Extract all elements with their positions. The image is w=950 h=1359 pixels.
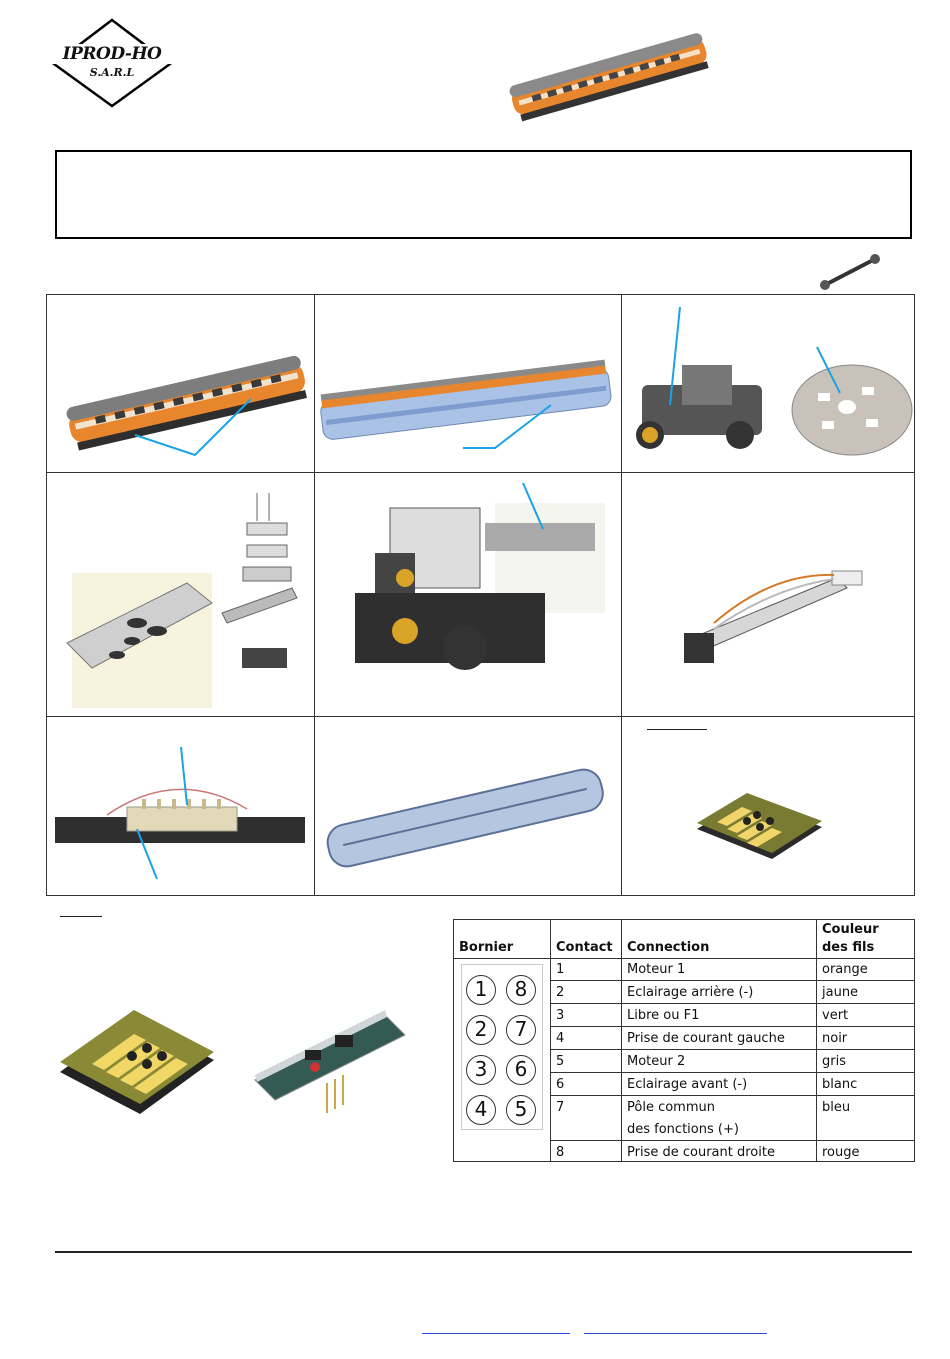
row-wire-color: rouge bbox=[822, 1145, 860, 1160]
pin-label: 5 bbox=[506, 1095, 536, 1125]
terminal-block-diagram bbox=[461, 964, 543, 1130]
pin-label: 7 bbox=[506, 1015, 536, 1045]
row-contact: 5 bbox=[556, 1054, 565, 1069]
transparent-body-photo bbox=[315, 295, 621, 472]
title-box bbox=[55, 150, 912, 239]
header-connection: Connection bbox=[627, 940, 710, 955]
wired-chassis-photo bbox=[622, 473, 916, 716]
logo-name: IPROD-HO bbox=[50, 44, 174, 64]
row-wire-color: orange bbox=[822, 962, 868, 977]
footer-divider bbox=[55, 1251, 912, 1253]
row-connection: Prise de courant gauche bbox=[627, 1031, 785, 1046]
logo-subtitle: S.A.R.L bbox=[89, 66, 135, 79]
chassis-assembly-photo bbox=[47, 473, 314, 716]
row-wire-color: gris bbox=[822, 1054, 846, 1069]
header-contact: Contact bbox=[556, 940, 613, 955]
pin-label: 8 bbox=[506, 975, 536, 1005]
row-contact: 3 bbox=[556, 1008, 565, 1023]
section-underline bbox=[60, 916, 102, 917]
pin-label: 6 bbox=[506, 1055, 536, 1085]
row-connection-line2: des fonctions (+) bbox=[627, 1122, 739, 1137]
header-bornier: Bornier bbox=[459, 940, 514, 955]
row-contact: 6 bbox=[556, 1077, 565, 1092]
decoder-board-photo bbox=[245, 1005, 415, 1120]
footer-link-underline[interactable] bbox=[422, 1333, 570, 1334]
pin-assignment-table bbox=[453, 919, 915, 1162]
row-connection: Pôle commun bbox=[627, 1100, 715, 1115]
decoder-photo bbox=[622, 717, 916, 897]
company-logo bbox=[50, 18, 174, 108]
row-wire-color: noir bbox=[822, 1031, 848, 1046]
transparent-tube-photo bbox=[315, 717, 621, 897]
row-wire-color: jaune bbox=[822, 985, 859, 1000]
row-connection: Libre ou F1 bbox=[627, 1008, 700, 1023]
footer-link-underline[interactable] bbox=[584, 1333, 767, 1334]
row-contact: 2 bbox=[556, 985, 565, 1000]
row-wire-color: bleu bbox=[822, 1100, 851, 1115]
row-wire-color: vert bbox=[822, 1008, 849, 1023]
row-contact: 8 bbox=[556, 1145, 565, 1160]
row-connection: Eclairage arrière (-) bbox=[627, 985, 754, 1000]
motor-bogie-photo bbox=[315, 473, 621, 716]
row-connection: Moteur 1 bbox=[627, 962, 686, 977]
train-body-photo bbox=[47, 295, 314, 472]
bogie-photo bbox=[622, 295, 916, 472]
decoder-socket-photo bbox=[52, 1010, 222, 1125]
header-color-line1: Couleur bbox=[822, 922, 879, 937]
header-train-image bbox=[490, 20, 720, 130]
pin-label: 1 bbox=[466, 975, 496, 1005]
row-contact: 4 bbox=[556, 1031, 565, 1046]
header-color-line2: des fils bbox=[822, 940, 875, 955]
pin-label: 3 bbox=[466, 1055, 496, 1085]
axle-image bbox=[815, 250, 885, 292]
row-contact: 7 bbox=[556, 1100, 565, 1115]
row-contact: 1 bbox=[556, 962, 565, 977]
row-connection: Prise de courant droite bbox=[627, 1145, 775, 1160]
decoder-chassis-photo bbox=[47, 717, 314, 897]
row-connection: Eclairage avant (-) bbox=[627, 1077, 748, 1092]
row-connection: Moteur 2 bbox=[627, 1054, 686, 1069]
photo-grid bbox=[46, 294, 915, 896]
pin-label: 4 bbox=[466, 1095, 496, 1125]
row-wire-color: blanc bbox=[822, 1077, 858, 1092]
pin-label: 2 bbox=[466, 1015, 496, 1045]
